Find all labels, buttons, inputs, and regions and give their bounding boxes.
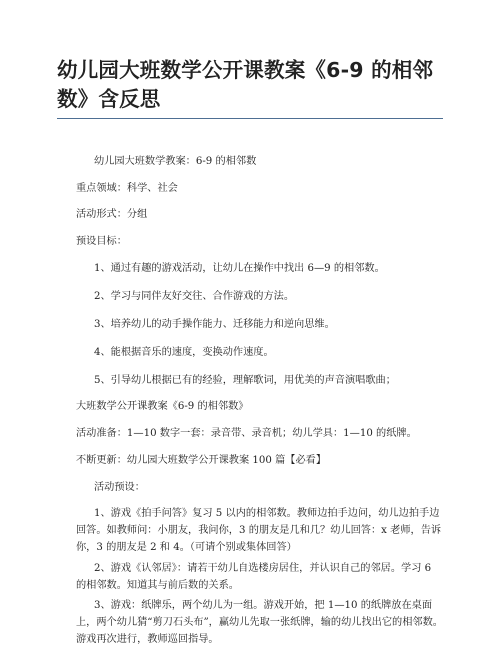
paragraph-intro: 幼儿园大班数学教案：6-9 的相邻数 (94, 156, 257, 167)
paragraph-goals-heading: 预设目标： (76, 236, 127, 247)
paragraph-focus-area: 重点领域：科学、社会 (76, 183, 178, 194)
paragraph-goal-2: 2、学习与同伴友好交往、合作游戏的方法。 (94, 291, 295, 302)
paragraph-goal-3: 3、培养幼儿的动手操作能力、迁移能力和逆向思维。 (94, 319, 335, 330)
paragraph-game-3: 3、游戏：纸牌乐，两个幼儿为一组。游戏开始，把 1—10 的纸牌放在桌面上，两个幼儿猜“剪刀石头布”，赢幼儿先取一张纸牌，输的幼儿找出它的相邻数。游戏再次进行，教师巡回指导。 (76, 600, 443, 645)
title-divider (57, 118, 443, 119)
paragraph-preparation: 活动准备：1—10 数字一套：录音带、录音机；幼儿学具：1—10 的纸牌。 (76, 428, 417, 439)
paragraph-goal-1: 1、通过有趣的游戏活动，让幼儿在操作中找出 6—9 的相邻数。 (94, 263, 385, 274)
paragraph-game-2: 2、游戏《认邻居》：请若干幼儿自选楼房居住，并认识自己的邻居。学习 6 的相邻数。知道其与前后数的关系。 (76, 563, 432, 591)
paragraph-update-note: 不断更新：幼儿园大班数学公开课教案 100 篇【必看】 (76, 455, 327, 466)
paragraph-game-1: 1、游戏《拍手问答》复习 5 以内的相邻数。教师边拍手边问，幼儿边拍手边回答。如教师问：小朋友，我问你，3 的朋友是几和几？幼儿回答：x 老师，告诉你，3 的朋友是 2 和 4。（可请个别或集体回答） (76, 508, 442, 553)
paragraph-activity-heading: 活动预设： (94, 482, 145, 493)
paragraph-goal-4: 4、能根据音乐的速度，变换动作速度。 (94, 347, 274, 358)
paragraph-activity-form: 活动形式：分组 (76, 209, 148, 220)
document-title: 幼儿园大班数学公开课教案《6-9 的相邻数》含反思 (57, 58, 434, 111)
paragraph-lesson-title: 大班数学公开课教案《6-9 的相邻数》 (76, 401, 249, 412)
paragraph-goal-5: 5、引导幼儿根据已有的经验，理解歌词，用优美的声音演唱歌曲； (94, 375, 396, 386)
